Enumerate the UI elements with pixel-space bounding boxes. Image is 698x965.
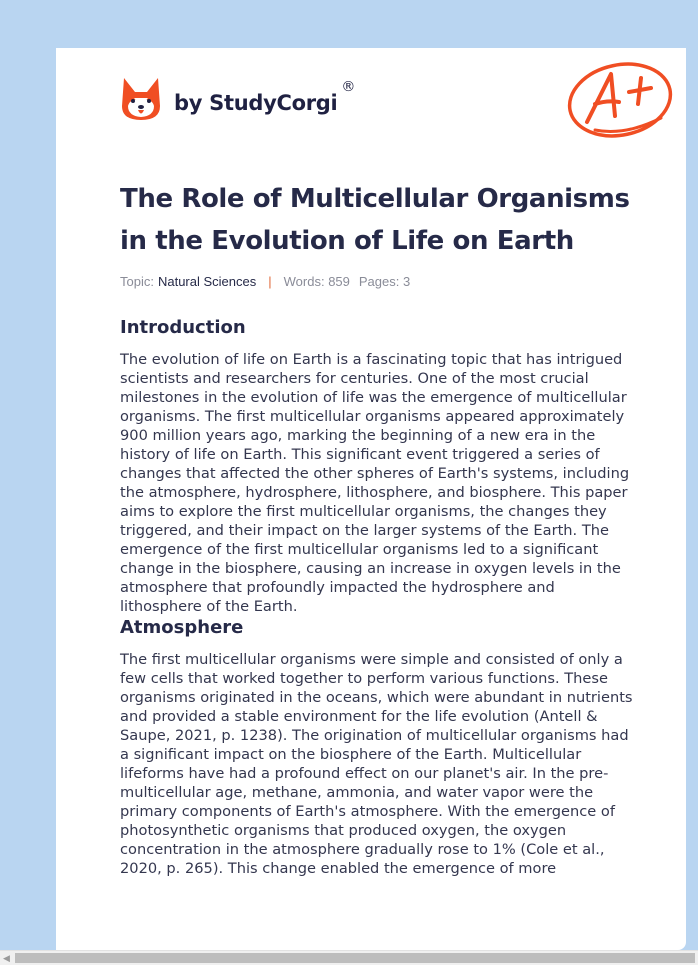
header <box>120 74 650 144</box>
studycorgi-logo[interactable] <box>120 76 355 122</box>
word-count: Words: 859 <box>283 274 350 289</box>
meta-separator: | <box>268 274 272 289</box>
brand-name: by StudyCorgi <box>174 91 338 115</box>
article-title: The Role of Multicellular Organisms in the Evolution of Life on Earth <box>120 184 630 256</box>
scrollbar-thumb[interactable] <box>15 953 695 963</box>
section-body-atmosphere: The first multicellular organisms were simple and consisted of only a few cells that worked together to perform various functions. These organisms originated in the oceans, which were abundant in nutrients and provided a stable environment for the life evolution (Antell & Saupe, 2021, p. 1238). The origination of multicellular organisms had a significant impact on the biosphere of the Earth. Multicellular lifeforms have had a profound effect on our planet's air. In the pre-multicellular age, methane, ammonia, and water vapor were the primary components of Earth's atmosphere. With the emergence of photosynthetic organisms that produced oxygen, the oxygen concentration in the atmosphere gradually rose to 1% (Cole et al., 2020, p. 265). This change enabled the emergence of more <box>120 651 633 877</box>
scroll-left-arrow-icon[interactable]: ◀ <box>3 953 10 963</box>
section-body-introduction: The evolution of life on Earth is a fascinating topic that has intrigued scientists and researchers for centuries. One of the most crucial milestones in the evolution of life was the emergence of multicellular organisms. The first multicellular organisms appeared approximately 900 million years ago, marking the beginning of a new era in the history of life on Earth. This significant event triggered a series of changes that affected the other spheres of Earth's systems, including the atmosphere, hydrosphere, lithosphere, and biosphere. This paper aims to explore the first multicellular organisms, the changes they triggered, and their impact on the larger systems of the Earth. The emergence of the first multicellular organisms led to a significant change in the biosphere, causing an increase in oxygen levels in the atmosphere that profoundly impacted the hydrosphere and lithosphere of the Earth. <box>120 351 630 615</box>
section-heading-introduction: Introduction <box>120 317 246 338</box>
section-heading-atmosphere: Atmosphere <box>120 617 244 638</box>
document-card <box>56 48 686 950</box>
article <box>120 178 640 878</box>
a-plus-badge-icon <box>565 60 675 140</box>
topic-label: Topic: <box>120 274 154 289</box>
topic-link[interactable]: Natural Sciences <box>157 274 257 289</box>
corgi-logo-icon <box>120 76 162 122</box>
registered-mark: ® <box>341 79 356 95</box>
page-count: Pages: 3 <box>358 274 411 289</box>
article-meta <box>120 274 640 289</box>
horizontal-scrollbar[interactable] <box>0 950 698 965</box>
